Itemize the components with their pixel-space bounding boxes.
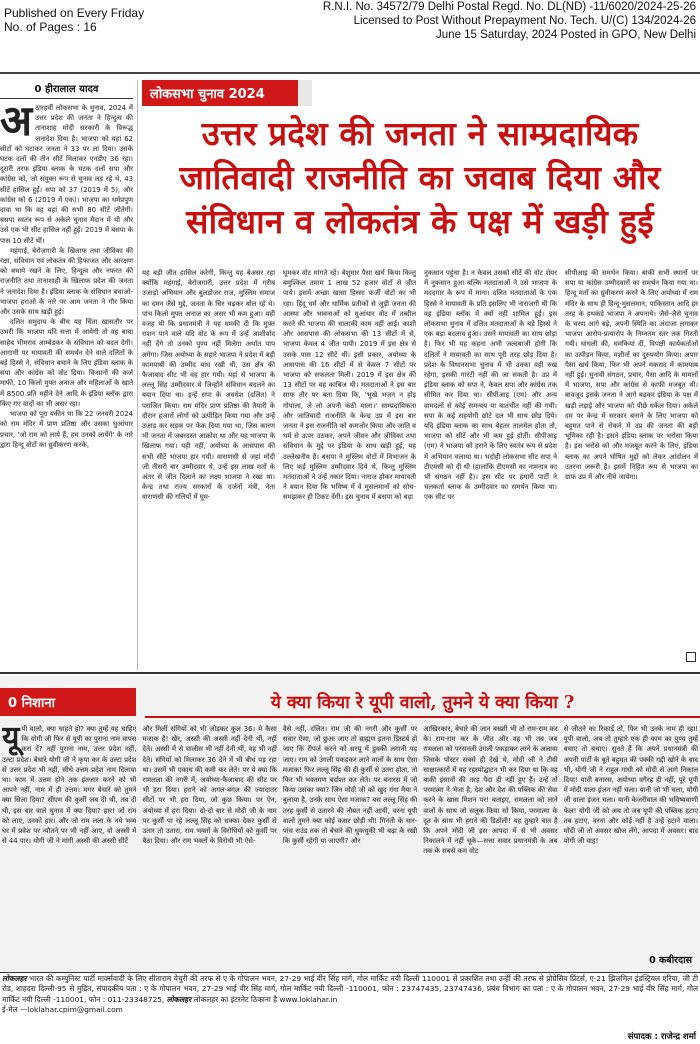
lead-column-1: यह बड़ी जीत हासिल करेगी, किन्तु यह बेअसर रहा क्योंकि महंगाई, बेरोजगारी, उत्तर प्रदेश में गरीब उजाड़ो अभियान और बुलडोजर राज, मुस्लिम समाज का दमन जैसे मुद्दे, जनता के सिर चढ़कर बोल रहे थे। पांच किलो मुफ्त अनाज का असर भी कम हुआ। यही वजह थी कि प्रधानमंत्री ने यह धमकी दी कि मुफ्त राशन पाने वाले यदि वोट के रूप में उन्हें आशीर्वाद नहीं देंगे तो उनको पुण्य नहीं मिलेगा अर्थात पाप लगेगा। जिस अयोध्या के सहारे भाजपा ने प्रदेश में बड़ी कामयाबी की उम्मीद बांध रखी थी, उस क्षेत्र की फैजाबाद सीट भी वह हार गयी। यहां से भाजपा के लल्लू सिंह उम्मीदवार थे जिन्होंने संविधान बदलने का बयान दिया था। इन्हें सपा के अवधेश (दलित) ने पराजित किया। राम मंदिर प्राण प्रतिष्ठा की तैयारी के दौरान हजारों लोगों को उत्पीड़ित किया गया और उन्हें उजाड़ कर सड़क पर फेंक दिया गया था, जिस कारण भी जनता में जबरदस्त आक्रोश था और यह भाजपा के खिलाफ गया। यही नहीं, अयोध्या के आसपास की सभी सीटें भाजपा हार गयी। वाराणसी से जहां मोदी जी तीसरी बार उम्मीदवार थे, उन्हें इस लाख मतों के अंतर से जीत दिलाने का लक्ष्य भाजपा ने रखा था। केन्द्र तथा राज्य सरकारों के दर्जनों मंत्री, नेता वाराणसी की गलियों में घूम- — [142, 269, 275, 502]
drop-cap: अ — [0, 96, 33, 145]
footer-web-label: लोकलहर का इंटरनेट ठिकाना है — [193, 994, 278, 1004]
lead-headline — [142, 112, 698, 244]
lead-columns — [142, 268, 698, 668]
satire-column-1-text: पी वालो, क्या चाहते हो? क्या तुम्हें यह चाहिए कि योगी जी फिर से यूपी का पुराना नाम वापस करा दें? नहीं पुराना नाम, उत्तर प्रदेश नहीं, उल्टा प्रदेश। बेचारे योगी जी ने कृपा कर के उल्टा प्रदेश से उत्तर प्रदेश भी नहीं, सीधे उत्तम प्रदेश नाम दिलाया था। काम में उत्तम होने तक इंतजार करने को भी आपने नहीं, नाम में ही उत्तम। मगर बेचारे को तुमने क्या सिला दिया? सीएम की कुर्सी जब दी थी, तब दी थी, इस बार वाले चुनाव में क्या दिया? हार! जो राम को लाए, उनको हार। और जो राम लला के नये भव्य घर में प्रवेश पर न्यौतने पर भी नहीं आए, वो अस्सी में से 44 पार। योगी जी ने मांगी अस्सी की अस्सी सीटें — [2, 725, 137, 846]
satire-columns — [2, 724, 698, 968]
satire-tag: 0 निशाना — [0, 688, 136, 716]
lead-byline: 0 हीरालाल यादव — [0, 80, 133, 99]
satire-column-3: वैसे नहीं, दलित। राम जी की नगरी और कुर्सी पर सवार ऐसा, जो छुआ जाए तो ब्राह्मण इतना डिस्टर्ब हो जाए कि रीपर्ज करने को सरयू में डुबकी लगानी पड़ जाए। राम को उंगली पकड़कर लाने वालों के साथ ऐसा मजाक! फिर लल्लू सिंह की ही कुर्सी से उतरा होता, तो फिर भी भक्तगण बर्दाश्त कर लेते। पर बनारस में जो किया उसका क्या? जिन मोदी जी को खुद गंगा मैया ने बुलाया है, उनके साथ ऐसा मजाक? बस लल्लू सिंह की तरह कुर्सी से उतारने की नौबत नहीं आयी, वरना यूपी वालों तुमने क्या कोई कसर छोड़ी थी! गिनती के चार-पांच राउंड तक तो बेचारे की धुकधुकी भी बढ़ा के रखी कि कुर्सी रहेगी या जाएगी? और — [282, 725, 418, 846]
postal-license: Licensed to Post Without Prepayment No. Tech. U/(C) 134/2024-26 — [353, 15, 696, 27]
lead-intro-paragraph: ठारहवीं लोकसभा के चुनाव, 2024 में उत्तर प्रदेश की जनता ने हिन्दुत्व की तानाशाह मोदी सरकारी के विरूद्ध जनादेश दिया है। भाजपा को यहां 62 सीटों को घटाकर जनता ने 33 पर ला दिया। उसके घटक दलों की तीन सीटें मिलाकर एनडीए 36 रहा। दूसरी तरफ इंडिया ब्लाक के घटक दलों सपा और कांग्रेस को, जो संयुक्त रूप से चुनाव लड़ रहे थे, 43 सीटें हासिल हुईं। सपा को 37 (2019 में 5), और कांग्रेस को 6 (2019 में एक)। भाजपा का धर्मप्रपुण दावा था कि वह यहां की सभी 80 सीटें जीतेगी। बसपा स्वतंत्र रूप से अकेले चुनाव मैदान में थी और उसे एक भी सीट हासिल नहीं हुई। 2019 में बसपा के पास 10 सीटें थीं। — [0, 104, 133, 245]
lead-paragraph-3: दलित समुदाय के बीच यह चिंता खासतौर पर उभरी कि भाजपा यदि सत्ता में आयेगी तो वह बाबा साहेब भीमराव आम्बेडकर के संविधान को बदल देगी। आगामी पर मायावती की समर्थन देने वाले दलितों के बड़े हिस्से ने, संविधान बचाने के लिए इंडिया ब्लाक के सपा और कांग्रेस को वोट दिया। किसानों की कर्ज माफी, 10 किलो मुफ्त अनाज और महिलाओं के खाते में 8500 प्रति महीने देने आदि के इंडिया ब्लॉक द्वारा किए गए वादों का भी असर रहा। — [0, 318, 133, 408]
headline-line-1: उत्तर प्रदेश की जनता ने साम्प्रदायिक — [201, 114, 639, 153]
satire-column-5: से जीतने का रिकार्ड तो, फिर भी उनके नाम ही रहा! यूपी वालो, अब तो तुम्हारे एक ही काम का पुण्य तुम्हें बचाए तो बचाए। सुनते हैं कि अपने प्रधानमंत्री की अपनी पार्टी के बूते बहुमत की पक्की गद्दी खोने के बाद भी, योगी जी ने राहुल गांधी को मोदी से आगे निकाल दिया! यानी बनारस, अयोध्या वगैरह ही नहीं, पूरे यूपी में मोदी वाला इंजन नहीं चला। यानी जो भी चला, योगी जी वाला इंजन चला। यानी केजरीवाल की भविष्यवाणी फेल! योगी जी को अब तो जब यूपी की पब्लिक हटाए तब हटाए, वरना और कोई नहीं है उन्हें हटाने वाला। मोदी जी तो अवसर खोज लेंगे, आपदा में अवसर। बाद योगी जी वाह! — [563, 725, 699, 846]
headline-line-3: संविधान व लोकतंत्र के पक्ष में खड़ी हुई — [186, 202, 654, 241]
publication-frequency: Published on Every Friday — [4, 6, 145, 20]
masthead — [0, 0, 700, 74]
footer-imprint: भारत की कम्युनिस्ट पार्टी मार्क्सवादी के लिए सीताराम येचुरी की तरफ से ए के गोपालन भवन, 27-29 भाई वीर सिंह मार्ग, गोल मार्किट नयी दिल्ली 110001 से प्रकाशित तथा उन्हीं की तरफ से प्रोग्रेसिव प्रिंटर्स, ए-21 झिलमिल इंडस्ट्रियल एरिया, जी टी रोड, शाहदरा दिल्ली-95 से मुद्रित, संपादकीय पता : ए के गोपालन भवन, 27-29 भाई वीर सिंह मार्ग, गोल मार्किट नयी दिल्ली -110001, फोन : 23747435, 23747436, प्रबंध विभाग का पता : ए के गोपालन भवन, 27-29 भाई वीर सिंह मार्ग, गोल मार्किट नयी दिल्ली -110001, फोन : 011-23348725, — [2, 974, 698, 1004]
masthead-left — [4, 6, 144, 34]
footer-brand: लोकलहर — [2, 974, 27, 983]
lead-column-2: घूमकर वोट मांगते रहे। बेशुमार पैसा खर्च किया किन्तु बमुश्किल तमाम 1 लाख 52 हजार वोटों से जीत पाये। इसमें अच्छा खासा हिस्सा फर्जी वोटों का भी रहा। हिंदू धर्म और धार्मिक प्रतीकों से जुड़ी जनता की आस्था और भावनाओं को धुआंधार वोट में तब्दील करने की भाजपा की चालाकी काम नहीं आई। काशी और आसपास की लोकसभा की 13 सीटों में से, भाजपा केवल 4 जीत पायी। 2019 में इस क्षेत्र से उसके पास 12 सीटें थीं। इसी प्रकार, अयोध्या के आसपास की 16 सीटों में से केवल 7 सीटों पर भाजपा को सफलता मिली। 2019 में इस क्षेत्र की 13 सीटों पर वह काबिज थी। मतदाताओं ने इस बार साफ तौर पर बता दिया कि, 'भूखे भजन न होइ गोपाला, ले लो अपनी कंठी माला।' साम्प्रदायिकता और जातिवादी राजनीति के केन्द्र उप्र में इस बार जनता ने इस राजनीति को कमजोर किया और जाति व धर्म से ऊपर उठकर, अपने जीवन और जीविका तथा संविधान के मुद्दे पर इंडिया के साथ खड़ी हुई, यह उल्लेखनीय है। बसपा ने मुस्लिम वोटों में विभाजन के लिए कई मुस्लिम उम्मीदवार दिये थे, किन्तु मुस्लिम मतदाताओं ने उन्हें नकार दिया। नाराज होकर मायावती ने बयान दिया कि भविष्य में वे मुसलमानों को सोच-समझकर ही टिकट देंगी। इस चुनाव में बसपा को बड़ा — [283, 269, 416, 502]
registration-number: R.N.I. No. 34572/79 Delhi Postal Regd. No. DL(ND) -11/6020/2024-25-26 — [322, 1, 696, 13]
lead-column-3: नुकसान पहुंचा है। न केवल उसको सीटें की वोट शेयर में नुकसान हुआ बल्कि मतदाताओं ने उसे भाजपा के मददगार के रूप में माना। दलित मतदाताओं के एक हिस्से ने मायावती के प्रति इसलिए भी नाराजगी थी कि वह इंडिया ब्लॉक में क्यों नहीं शामिल हुईं। इस लोकसभा चुनाव में दलित मतदाताओं के बड़े हिस्से ने एक बड़ा बदलाव हुआ। उसने मायावती का साथ छोड़ा है। फिर भी यह कहना अभी जल्दबाजी होगी कि दलितों ने मायावती का साथ पूरी तरह छोड़ दिया है। प्रदेश के विधानसभा चुनाव में भी उनका वही रुख रहेगा, इसकी गारंटी नहीं की जा सकती है। उप्र में इंडिया ब्लाक को सपा ने, केवल सपा और कांग्रेस तक सीमित कर दिया था। सीपीआइ (एम) और अन्य वामदलों से कोई समन्वय या बातचीत नहीं की गयी। सपा के कई सहयोगी छोटे दल भी साथ छोड़ दिये। यदि इंडिया ब्लाक का साथ बेहतर तालमेल होता तो, भाजपा को सीटें और भी कम हुई होतीं। सीपीआइ (एम) ने भाजपा को हराने के लिए स्वतंत्र रूप से प्रदेश में अभियान चलाया था। भदोही लोकसभा सीट सपा ने टीएमसी को दी थी (हालांकि टीएमसी का नामनात्र का भी संगठन नहीं है)। इस सीट पर हमारी पार्टी ने चलकर्ता ब्लाक के उम्मीदवार का समर्थन किया था। एक सीट पर — [424, 269, 557, 502]
satire-column-2: और मिलीं संगियों को भी जोड़कर कुल 36। ये कैसा मजाक है! खैर, अस्सी की अस्सी नहीं देनी थीं, नहीं देते। अस्सी में से चालीस भी नहीं देनी थीं, वह भी नहीं देते। संगियों को मिलाकर 36 देने में भी बीच पड़ रहा था। उसमें भी एकाध की कमी कर लेते। पर ये क्या कि रामलला की नगरी में, अयोध्या-फैजाबाद की सीट पर भी हरा दिया। हराने को अगल-बगल की ज्यादातर सीटों पर भी हरा दिया, जो कुछ किया। पर ऐन, अयोध्या में हरा दिया। दो-दो बार से मोदी जी के नाम पर कुर्सी पा रहे लल्लू सिंह को धक्का देकर कुर्सी से उतार तो उतारा, राम भक्तों के विरोधियों को कुर्सी पर बैठा दिया। और राम भक्तों के विरोधी भी ऐसे- — [142, 725, 277, 846]
article-end-mark — [686, 652, 696, 662]
satire-author: 0 कबीरदास — [649, 955, 692, 966]
section-divider — [0, 672, 700, 674]
footer-divider — [0, 972, 700, 973]
satire-drop-cap: यू — [2, 724, 20, 755]
imprint-footer — [2, 974, 698, 1016]
lead-paragraph-2: महंगाई, बेरोजगारी के खिलाफ तथा जीविका की रक्षा, संविधान एवं लोकतंत्र की हिफाजत और आरक्षण को बचाये रखने के लिए, हिन्दुत्व और नफरत की राजनीति तथा तानाशाही के खिलाफ प्रदेश की जनता ने जनादेश दिया है। इंडिया ब्लाक के संविधान बचाओ-भाजपा हराओ के नारे पर आम जनता ने गौर किया और उसके साथ खड़ी हुई। — [0, 246, 133, 317]
satire-section — [0, 676, 700, 972]
page-count: No. of Pages : 16 — [4, 20, 97, 34]
masthead-right — [323, 0, 696, 42]
section-tag: लोकसभा चुनाव 2024 — [142, 80, 312, 106]
lead-column-4: सीपीआइ की समर्थन किया। बाकी सभी स्थानों पर सपा या कांग्रेस उम्मीदवारों का समर्थन किया गया था। हिन्दू मतों का ध्रुवीकरण करने के लिए अयोध्या में राम मंदिर के साथ ही हिन्दू-मुसलमान, पाकिस्तान आदि हर तरह के हथकंडे भाजपा ने अपनाये। जैसे-जैसे चुनाव के चरण आगे बढ़े, अपनी स्थिति का अंदाजा लगाकर भाजपा आरोप-प्रत्यारोप के निम्नतम स्तर तक गिरती गयी। धांधली की, धमकियां दीं, विपक्षी कार्यकर्ताओं का उत्पीड़न किया, मशीनों का दुरुपयोग किया। अपार पैसा खर्च किया, फिर भी अपने मकसद में कामयाब नहीं हुई। चुनावी संगठन, प्रचार, पैसा आदि के मामलों में भाजपा, सपा और कांग्रेस से काफी मजबूत थी। बावजूद इसके जनता ने आगे बढ़कर इंडिया के पक्ष में खड़ी लड़ाई और भाजपा को पीछे धकेल दिया। अकेले दम पर केन्द्र में सरकार बनाने के लिए भाजपा को बहुमत पाने से रोकने में उप्र की जनता की बड़ी भूमिका रही है। इसने इंडिया ब्लाक पर भरोसा किया है। इस भरोसे को और मजबूत करने के लिए, इंडिया ब्लाक का अपने घोषित मुद्दों को लेकर आंदोलन में उतरना जरूरी है। इसमें निहित रूप से भाजपा का ग्राफ उप्र में और नीचे जायेगा। — [565, 269, 698, 482]
satire-headline: ये क्या किया रे यूपी वालो, तुमने ये क्या किया ? — [145, 688, 700, 718]
masthead-divider — [0, 72, 700, 74]
lead-article — [142, 80, 698, 670]
editor-credit: संपादक : राजेन्द्र शर्मा — [627, 1032, 696, 1042]
footer-email[interactable]: ई-मेल —loklahar.cpim@gmail.com — [2, 1005, 123, 1015]
issue-date: June 15 Saturday, 2024 Posted in GPO, New Delhi — [436, 29, 696, 41]
satire-column-4: आखिरकार, बेचारे की जान बख्शी भी तो राम-राम कर के। राम-राम कर के जीत और वह भी तब जब रामलला को परसनली उंगली पकड़ाकर लाने के अलावा जिसके पोस्टर सबसे ही देखे थे, मोदी जी ने टीवी साक्षात्कारों में यह रहस्योद्घाटन भी कर दिया था कि वह बाकी इंसानों की तरह पैदा ही नहीं हुए हैं। उन्हें तो परमात्मा ने भेजा है, देश और देश की पब्लिक की सेवा करने के खास मिशन पर! बताइए, रामलला को लाने वालों के साथ जो सलूक किया सो किया, परमात्मा के दूत के साथ भी हराने की डिठोली! यह तुम्हारे बात है कि अपने मोदी जी इस आपदा में से भी अवसर निकालने में नहीं चूके—सत्ता सवार प्रधानमंत्री के अब तक के सबसे कम वोट — [423, 725, 558, 856]
lead-paragraph-4: भाजपा को पूरा यकीन था कि 22 जनवरी 2024 को राम मंदिर में प्राण प्रतिष्ठा और उसका धुआंधार प्रचार, 'जो राम को लाये हैं, हम उनको लायेंगे' के नारे द्वारा हिन्दू वोटों का ध्रुवीकरण करके, — [0, 410, 133, 449]
lead-left-text — [0, 96, 133, 450]
headline-line-2: जातिवादी राजनीति का जवाब दिया और — [179, 158, 661, 197]
footer-brand-2: लोकलहर — [166, 994, 192, 1004]
lead-left-column — [0, 80, 138, 670]
footer-website-link[interactable]: www.loklahar.in — [279, 994, 338, 1004]
satire-column-1 — [2, 724, 136, 968]
